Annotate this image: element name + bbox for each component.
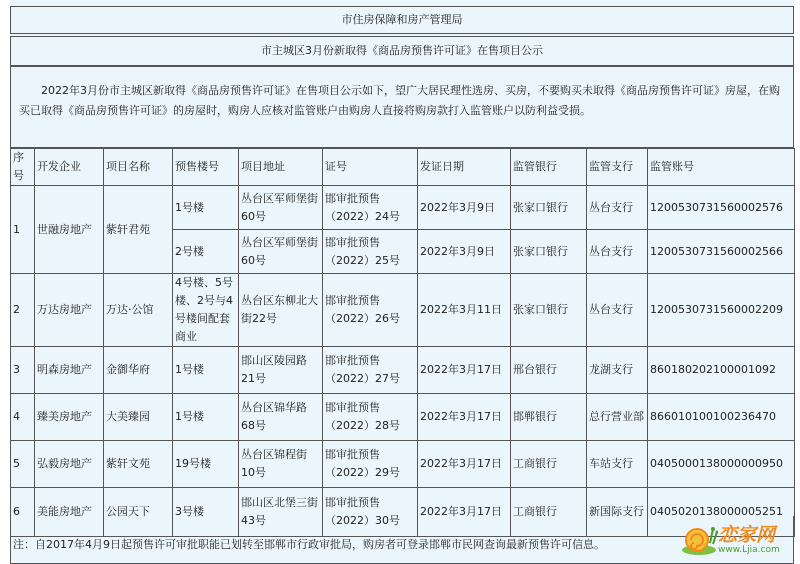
cell-no: 4 [11, 394, 35, 441]
cell-building: 19号楼 [173, 441, 239, 488]
cell-no: 2 [11, 274, 35, 347]
watermark-logo [680, 516, 790, 564]
cell-address: 邯山区陵园路21号 [239, 347, 323, 394]
cell-building: 2号楼 [173, 230, 239, 274]
logo-text: 恋家网 [718, 524, 776, 546]
header-cert: 证号 [323, 149, 418, 186]
header-address: 项目地址 [239, 149, 323, 186]
cell-building: 1号楼 [173, 347, 239, 394]
intro-paragraph: 2022年3月份市主城区新取得《商品房预售许可证》在售项目公示如下，望广大居民理性选房、买房，不要购买未取得《商品房预售许可证》房屋，在购买已取得《商品房预售许可证》的房屋时，购房人应核对监管账户由购房人直接将购房款打入监管账户以防利益受损。 [10, 66, 794, 148]
cell-bank: 邯郸银行 [511, 394, 587, 441]
header-no: 序号 [11, 149, 35, 186]
cell-bank: 邢台银行 [511, 347, 587, 394]
cell-address: 丛台区东柳北大街22号 [239, 274, 323, 347]
cell-cert: 邯审批预售（2022）24号 [323, 186, 418, 230]
notice-sheet [10, 0, 794, 564]
cell-account: 0405020138000005251 [648, 488, 795, 537]
cell-branch: 新国际支行 [587, 488, 648, 537]
cell-developer: 明森房地产 [35, 347, 104, 394]
cell-date: 2022年3月17日 [418, 394, 511, 441]
cell-project: 公园天下 [104, 488, 173, 537]
cell-account: 0405000138000000950 [648, 441, 795, 488]
cell-building: 4号楼、5号楼、2号与4号楼间配套商业 [173, 274, 239, 347]
cell-account: 1200530731560002566 [648, 230, 795, 274]
header-branch: 监管支行 [587, 149, 648, 186]
cell-date: 2022年3月11日 [418, 274, 511, 347]
cell-project: 大美臻园 [104, 394, 173, 441]
cell-branch: 总行营业部 [587, 394, 648, 441]
cell-account: 866010100100236470 [648, 394, 795, 441]
cell-bank: 张家口银行 [511, 274, 587, 347]
cell-address: 丛台区军师堡街60号 [239, 186, 323, 230]
cell-building: 1号楼 [173, 394, 239, 441]
header-project: 项目名称 [104, 149, 173, 186]
cell-cert: 邯审批预售（2022）26号 [323, 274, 418, 347]
cell-cert: 邯审批预售（2022）25号 [323, 230, 418, 274]
cell-account: 1200530731560002209 [648, 274, 795, 347]
table-row [11, 274, 795, 347]
agency-title: 市住房保障和房产管理局 [10, 6, 794, 34]
cell-no: 6 [11, 488, 35, 537]
cell-cert: 邯审批预售（2022）30号 [323, 488, 418, 537]
cell-account: 1200530731560002576 [648, 186, 795, 230]
cell-branch: 车站支行 [587, 441, 648, 488]
cell-developer: 世融房地产 [35, 186, 104, 274]
cell-building: 3号楼 [173, 488, 239, 537]
header-building: 预售楼号 [173, 149, 239, 186]
cell-branch: 丛台支行 [587, 274, 648, 347]
header-bank: 监管银行 [511, 149, 587, 186]
cell-developer: 万达房地产 [35, 274, 104, 347]
cell-date: 2022年3月17日 [418, 441, 511, 488]
header-developer: 开发企业 [35, 149, 104, 186]
cell-cert: 邯审批预售（2022）28号 [323, 394, 418, 441]
cell-address: 邯山区北堡三街43号 [239, 488, 323, 537]
cell-project: 紫轩君苑 [104, 186, 173, 274]
footnote: 注：自2017年4月9日起预售许可审批职能已划转至邯郸市行政审批局，购房者可登录邯郸市民网查询最新预售许可信息。 [10, 516, 794, 564]
cell-developer: 弘毅房地产 [35, 441, 104, 488]
cell-project: 万达·公馆 [104, 274, 173, 347]
cell-date: 2022年3月17日 [418, 488, 511, 537]
cell-no: 1 [11, 186, 35, 274]
cell-branch: 丛台支行 [587, 230, 648, 274]
header-account: 监管账号 [648, 149, 795, 186]
cell-account: 860180202100001092 [648, 347, 795, 394]
table-row [11, 441, 795, 488]
cell-address: 丛台区锦程街10号 [239, 441, 323, 488]
cell-date: 2022年3月9日 [418, 230, 511, 274]
cell-address: 丛台区锦华路68号 [239, 394, 323, 441]
cell-bank: 工商银行 [511, 441, 587, 488]
cell-bank: 张家口银行 [511, 230, 587, 274]
notice-title: 市主城区3月份新取得《商品房预售许可证》在售项目公示 [10, 36, 794, 66]
table-row [11, 347, 795, 394]
cell-branch: 丛台支行 [587, 186, 648, 230]
cell-bank: 工商银行 [511, 488, 587, 537]
cell-project: 金御华府 [104, 347, 173, 394]
project-table [10, 148, 795, 537]
cell-cert: 邯审批预售（2022）29号 [323, 441, 418, 488]
cell-branch: 龙湖支行 [587, 347, 648, 394]
cell-bank: 张家口银行 [511, 186, 587, 230]
cell-date: 2022年3月17日 [418, 347, 511, 394]
cell-no: 5 [11, 441, 35, 488]
cell-building: 1号楼 [173, 186, 239, 230]
cell-date: 2022年3月9日 [418, 186, 511, 230]
cell-address: 丛台区军师堡街60号 [239, 230, 323, 274]
logo-wordmark [718, 525, 780, 555]
cell-developer: 臻美房地产 [35, 394, 104, 441]
table-row [11, 186, 795, 230]
snail-icon [680, 523, 718, 557]
cell-developer: 美能房地产 [35, 488, 104, 537]
cell-project: 紫轩文苑 [104, 441, 173, 488]
table-row [11, 394, 795, 441]
cell-cert: 邯审批预售（2022）27号 [323, 347, 418, 394]
logo-url: www.Ljia.com [718, 545, 780, 555]
cell-no: 3 [11, 347, 35, 394]
table-header-row [11, 149, 795, 186]
header-date: 发证日期 [418, 149, 511, 186]
